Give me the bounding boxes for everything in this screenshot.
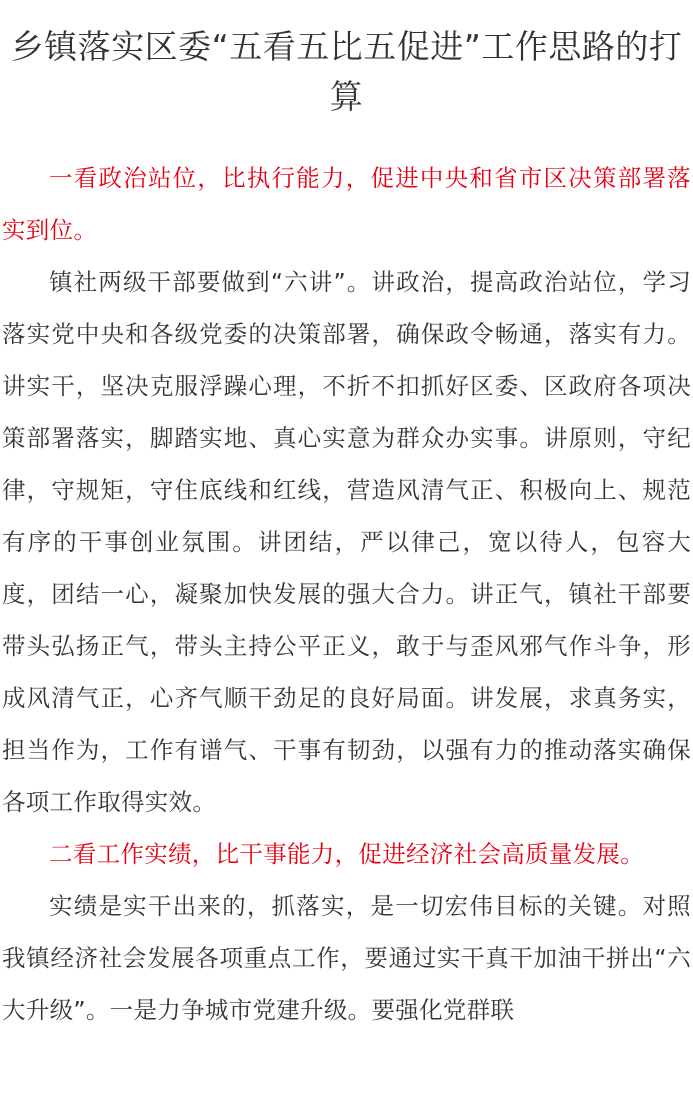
body-paragraph-2: 实绩是实干出来的，抓落实，是一切宏伟目标的关键。对照我镇经济社会发展各项重点工作，要通过实干真干加油干拼出“六大升级”。一是力争城市党建升级。要强化党群联 — [2, 892, 691, 1024]
body-paragraph-1: 镇社两级干部要做到“六讲”。讲政治，提高政治站位，学习落实党中央和各级党委的决策部署，确保政令畅通，落实有力。讲实干，坚决克服浮躁心理，不折不扣抓好区委、区政府各项决策部署落实，脚踏实地、真心实意为群众办实事。讲原则，守纪律，守规矩，守住底线和红线，营造风清气正、积极向上、规范有序的干事创业氛围。讲团结，严以律己，宽以待人，包容大度，团结一心，凝聚加快发展的强大合力。讲正气，镇社干部要带头弘扬正气，带头主持公平正义，敢于与歪风邪气作斗争，形成风清气正，心齐气顺干劲足的良好局面。讲发展，求真务实，担当作为，工作有谱气、干事有韧劲，以强有力的推动落实确保各项工作取得实效。 — [2, 268, 691, 816]
article-body — [2, 152, 691, 1036]
article-title: 乡镇落实区委“五看五比五促进”工作思路的打算 — [10, 27, 683, 116]
section-heading-1: 一看政治站位，比执行能力，促进中央和省市区决策部署落实到位。 — [2, 164, 691, 244]
section-heading-2: 二看工作实绩，比干事能力，促进经济社会高质量发展。 — [49, 840, 644, 868]
